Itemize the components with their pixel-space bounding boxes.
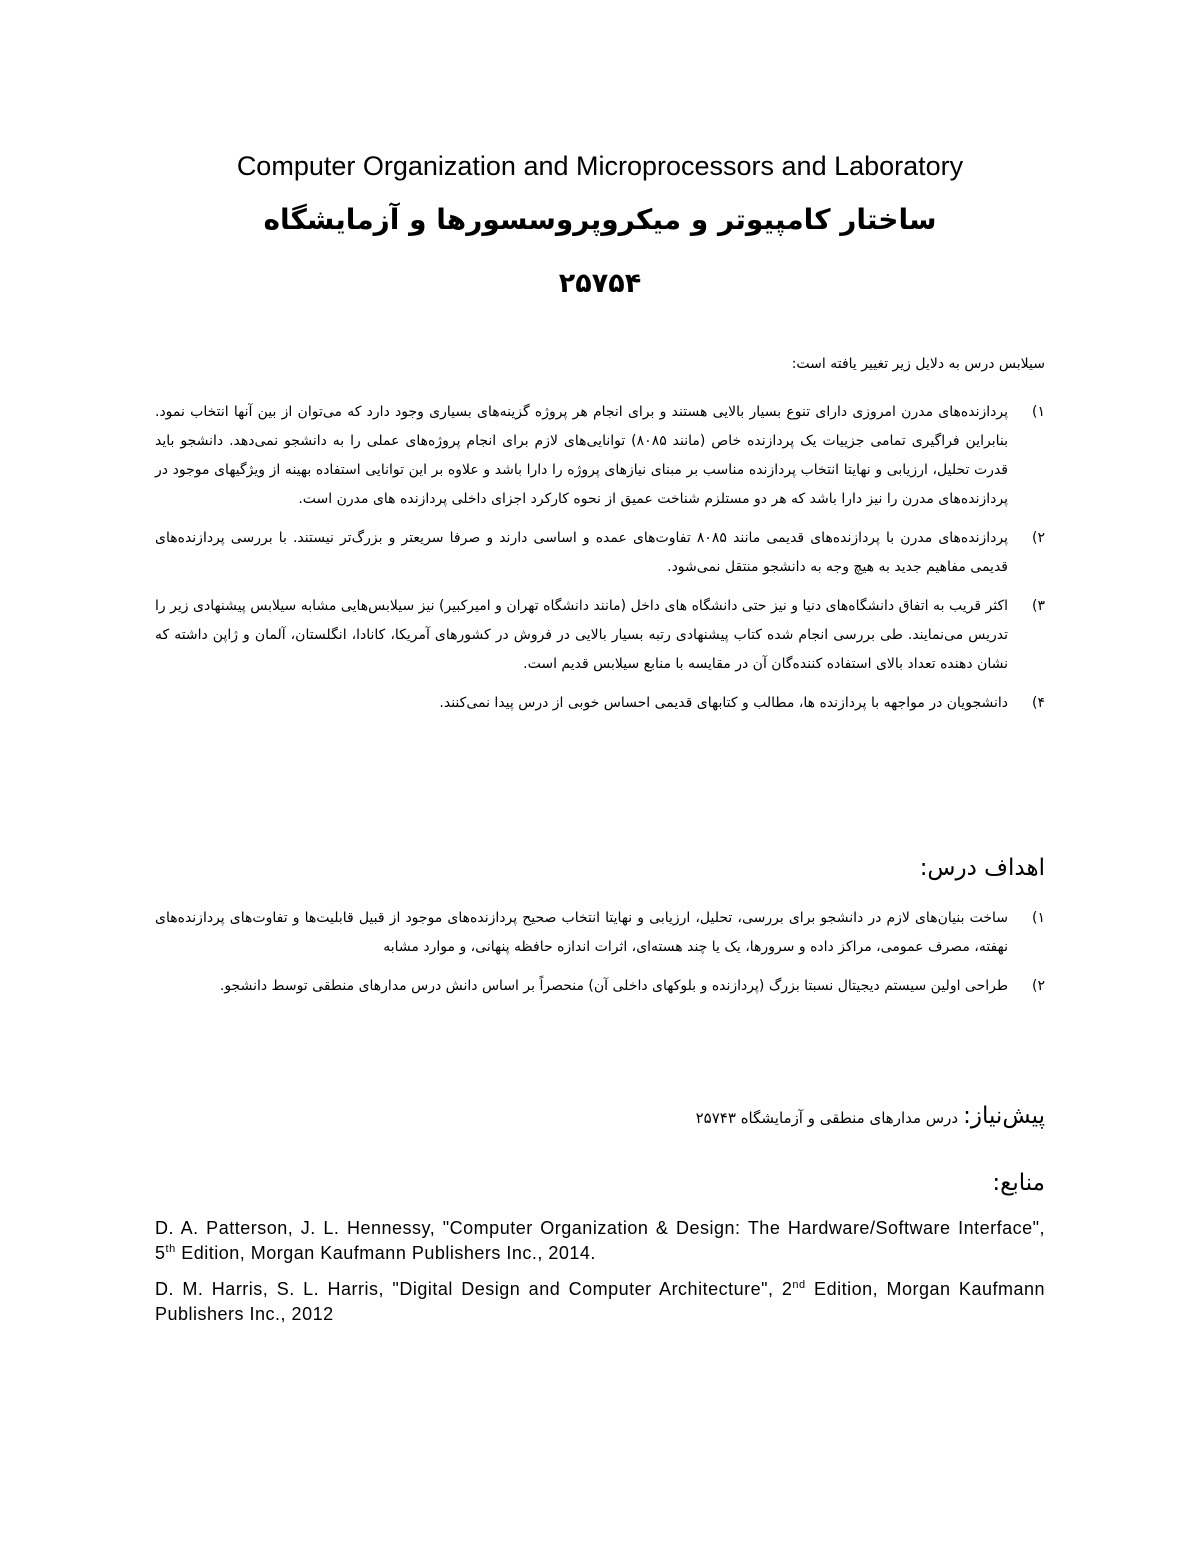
list-number: ۳) <box>1032 598 1045 614</box>
reference-item <box>155 1216 1045 1266</box>
change-reasons-list <box>155 398 1045 728</box>
goal-item <box>155 972 1045 1001</box>
reference-text-tail: Edition, Morgan Kaufmann Publishers Inc., 2014. <box>175 1243 596 1263</box>
goals-list <box>155 904 1045 1011</box>
reason-item <box>155 524 1045 582</box>
course-code: ۲۵۷۵۴ <box>558 268 642 299</box>
goal-text: طراحی اولین سیستم دیجیتال نسبتا بزرگ (پردازنده و بلوکهای داخلی آن) منحصراً بر اساس دانش درس مدارهای منطقی توسط دانشجو. <box>219 978 1008 994</box>
change-reasons-intro: سیلابس درس به دلایل زیر تغییر یافته است: <box>791 356 1045 372</box>
goal-text: ساخت بنیان‌های لازم در دانشجو برای بررسی، تحلیل، ارزیابی و نهایتا انتخاب صحیح پردازنده‌های موجود از قبیل قابلیت‌ها و تفاوت‌های پردازنده‌های نهفته، مصرف عمومی، مراکز داده و سرورها، یک یا چند هسته‌ای، اثرات اندازه حافظه پنهانی، و موارد مشابه <box>155 910 1008 955</box>
prerequisite-text: درس مدارهای منطقی و آزمایشگاه ۲۵۷۴۳ <box>695 1109 959 1127</box>
reference-text-tail: Edition, Morgan Kaufmann Publishers Inc., 2012 <box>155 1279 1045 1324</box>
reason-item <box>155 592 1045 679</box>
reason-item <box>155 398 1045 514</box>
course-title-english: Computer Organization and Microprocessors and Laboratory <box>236 151 964 181</box>
list-number: ۴) <box>1032 695 1045 711</box>
course-title-persian: ساختار کامپیوتر و میکروپروسسورها و آزمایشگاه <box>263 203 937 236</box>
edition-superscript: th <box>165 1243 176 1255</box>
reason-item <box>155 689 1045 718</box>
list-number: ۱) <box>1032 910 1045 926</box>
prerequisite-line <box>155 1098 1045 1136</box>
list-number: ۲) <box>1032 530 1045 546</box>
list-number: ۱) <box>1032 404 1045 420</box>
reference-text: D. M. Harris, S. L. Harris, "Digital Design and Computer Architecture", 2 <box>155 1279 793 1299</box>
references-list <box>155 1216 1045 1338</box>
reference-text: D. A. Patterson, J. L. Hennessy, "Computer Organization & Design: The Hardware/Software Interface", 5 <box>155 1218 1045 1263</box>
reason-text: دانشجویان در مواجهه با پردازنده ها، مطالب و کتابهای قدیمی احساس خوبی از درس پیدا نمی‌کنند. <box>439 695 1008 711</box>
reason-text: پردازنده‌های مدرن با پردازنده‌های قدیمی مانند ۸۰۸۵ تفاوت‌های عمده و اساسی دارند و صرفا سریعتر و بزرگ‌تر نیستند. با بررسی پردازنده‌های قدیمی مفاهیم جدید به هیچ وجه به دانشجو منتقل نمی‌شود. <box>155 530 1009 575</box>
edition-superscript: nd <box>792 1279 806 1291</box>
references-heading: منابع: <box>992 1170 1045 1196</box>
list-number: ۲) <box>1032 978 1045 994</box>
reason-text: اکثر قریب به اتفاق دانشگاه‌های دنیا و نیز حتی دانشگاه های داخل (مانند دانشگاه تهران و امیرکبیر) نیز سیلابس‌هایی مشابه سیلابس پیشنهادی زیر را تدریس می‌نمایند. طی بررسی انجام شده کتاب پیشنهادی رتبه بسیار بالایی در فروش در کشورهای آمریکا، کانادا، انگلستان، آلمان و ژاپن داشته که نشان دهنده تعداد بالای استفاده کننده‌گان آن در مقایسه با منابع سیلابس قدیم است. <box>155 598 1008 672</box>
goals-heading: اهداف درس: <box>919 855 1045 881</box>
prerequisite-label: پیش‌نیاز: <box>963 1103 1045 1129</box>
goal-item <box>155 904 1045 962</box>
reference-item <box>155 1277 1045 1327</box>
reason-text: پردازنده‌های مدرن امروزی دارای تنوع بسیار بالایی هستند و برای انجام هر پروژه گزینه‌های بسیاری وجود دارد که می‌توان از بین آنها انتخاب نمود. بنابراین فراگیری تمامی جزییات یک پردازنده خاص (مانند ۸۰۸۵) توانایی‌های لازم برای انجام پروژه‌های عملی را به دانشجو نمی‌دهد. دانشجو باید قدرت تحلیل، ارزیابی و نهایتا انتخاب پردازنده مناسب بر مبنای نیازهای پروژه را دارا باشد و علاوه بر این توانایی استفاده بهینه از ویژگیهای موجود در پردازنده‌های مدرن را نیز دارا باشد که هر دو مستلزم شناخت عمیق از نحوه کارکرد اجزای داخلی پردازنده های مدرن است. <box>155 404 1008 507</box>
